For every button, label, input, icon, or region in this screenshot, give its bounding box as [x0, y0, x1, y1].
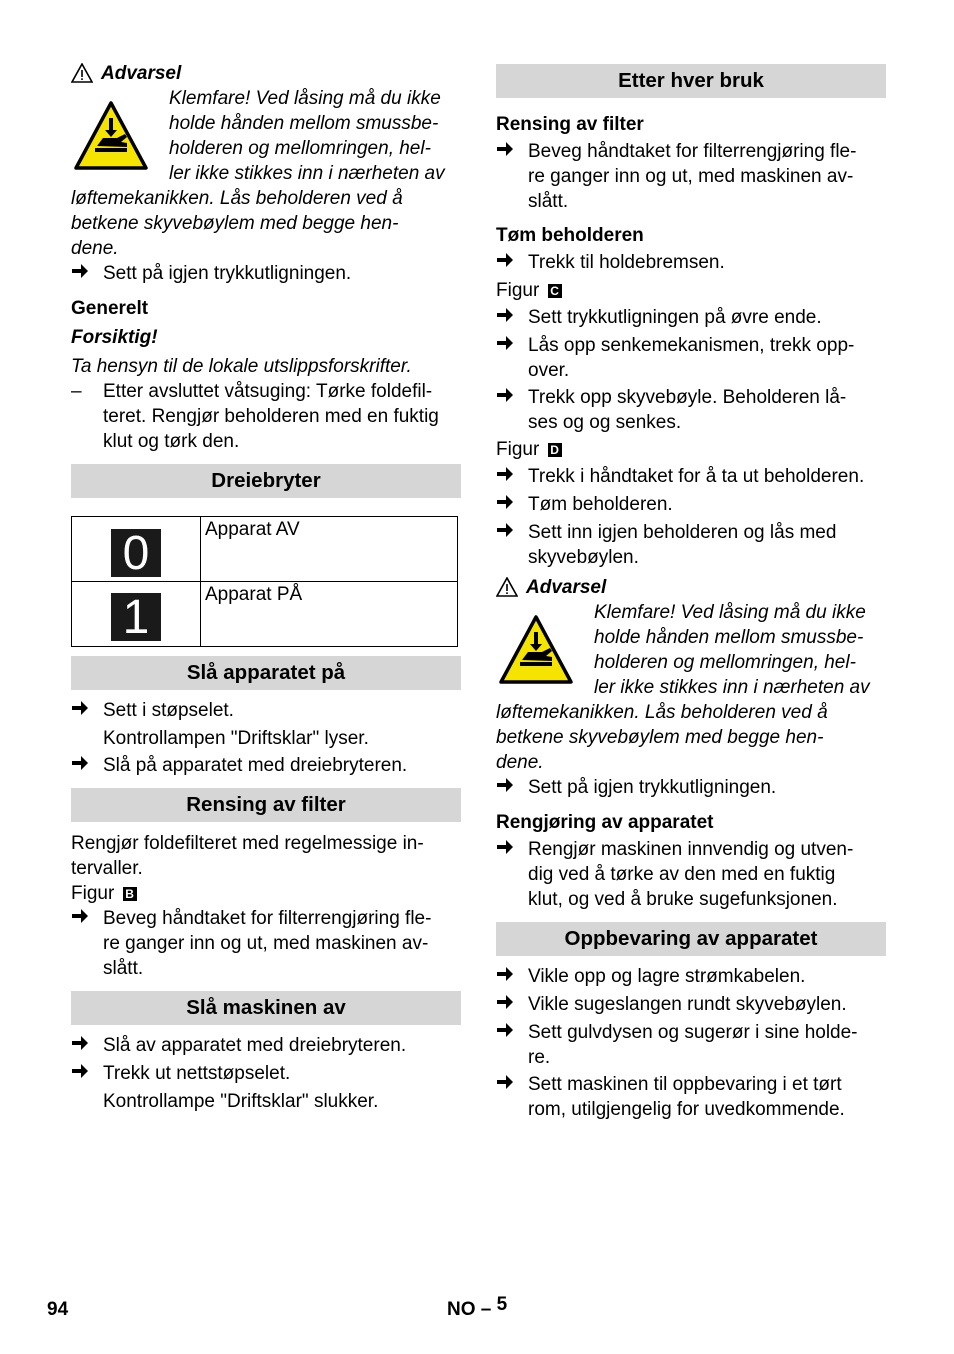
figure-reference: [496, 278, 886, 303]
figure-word: Figur: [496, 439, 540, 460]
warning-line: Klemfare! Ved låsing må du ikke: [169, 88, 441, 109]
step-item: [71, 1033, 461, 1059]
arrow-right-icon: [496, 305, 528, 331]
step-text: Sett på igjen trykkutligningen.: [528, 777, 777, 798]
step-item: [71, 1061, 461, 1087]
step-item: [496, 1072, 886, 1122]
step-line: slått.: [528, 191, 569, 212]
step-item: [496, 992, 886, 1018]
crush-hazard-hand-icon: [73, 100, 149, 172]
dash-item: [71, 379, 461, 454]
subheading-filter: Rensing av filter: [496, 114, 644, 135]
crush-hazard-hand-icon: [498, 614, 574, 686]
switch-off-icon: 0: [111, 529, 161, 577]
language-code: NO: [447, 1299, 476, 1320]
warning-title: Advarsel: [101, 62, 182, 84]
figure-word: Figur: [496, 280, 540, 301]
step-item: [496, 385, 886, 435]
step-line: rom, utilgjengelig for uvedkommende.: [528, 1099, 845, 1120]
dash-line: klut og tørk den.: [103, 431, 240, 452]
step-item: [71, 698, 461, 724]
step-item: [496, 305, 886, 331]
figure-letter: B: [123, 887, 137, 901]
right-column: [496, 64, 886, 1122]
arrow-right-icon: [496, 992, 528, 1018]
warning-line: ler ikke stikkes inn i nærheten av: [169, 163, 445, 184]
warning-line: holde hånden mellom smussbe-: [594, 627, 864, 648]
arrow-right-icon: [496, 964, 528, 990]
step-text: Vikle opp og lagre strømkabelen.: [528, 966, 806, 987]
figure-letter: C: [548, 284, 562, 298]
switch-label-cell: Apparat AV: [201, 517, 458, 582]
switch-symbol-cell: [72, 582, 201, 647]
step-item: [496, 492, 886, 518]
step-line: Beveg håndtaket for filterrengjøring fle-: [103, 908, 432, 929]
arrow-right-icon: [496, 837, 528, 912]
warning-line: løftemekanikken. Lås beholderen ved å: [496, 702, 828, 723]
step-note: Kontrollampen "Driftsklar" lyser.: [103, 728, 369, 749]
arrow-right-icon: [71, 1061, 103, 1087]
step-text: Sett i støpselet.: [103, 700, 234, 721]
step-line: Rengjør maskinen innvendig og utven-: [528, 839, 854, 860]
warning-body: [71, 86, 461, 186]
page-number: 94: [47, 1299, 69, 1320]
step-item: [71, 906, 461, 981]
figure-letter: D: [548, 443, 562, 457]
section-filter-cleaning: Rensing av filter: [71, 788, 461, 822]
warning-line: betkene skyvebøylem med begge hen-: [71, 213, 399, 234]
step-text: Trekk til holdebremsen.: [528, 252, 725, 273]
table-row: [72, 517, 458, 582]
step-text: Tøm beholderen.: [528, 494, 673, 515]
step-item: [496, 464, 886, 490]
body-line: Rengjør foldefilteret med regelmessige in-: [71, 833, 424, 854]
arrow-right-icon: [496, 1020, 528, 1070]
switch-symbol-cell: [72, 517, 201, 582]
subheading-device-cleaning: Rengjøring av apparatet: [496, 812, 714, 833]
step-line: re ganger inn og ut, med maskinen av-: [103, 933, 429, 954]
arrow-right-icon: [496, 139, 528, 214]
arrow-right-icon: [71, 906, 103, 981]
step-line: dig ved å tørke av den med en fuktig: [528, 864, 836, 885]
dash-line: Etter avsluttet våtsuging: Tørke foldefil-: [103, 381, 433, 402]
step-line: Sett inn igjen beholderen og lås med: [528, 522, 837, 543]
warning-text-continued: [71, 186, 461, 261]
arrow-right-icon: [71, 753, 103, 779]
step-line: Beveg håndtaket for filterrengjøring fle-: [528, 141, 857, 162]
warning-line: dene.: [496, 752, 544, 773]
step-line: Trekk opp skyvebøyle. Beholderen lå-: [528, 387, 847, 408]
switch-on-icon: 1: [111, 593, 161, 641]
step-item: [496, 964, 886, 990]
step-item: [496, 837, 886, 912]
body-line: tervaller.: [71, 858, 143, 879]
step-line: re ganger inn og ut, med maskinen av-: [528, 166, 854, 187]
table-row: [72, 582, 458, 647]
figure-word: Figur: [71, 883, 115, 904]
subheading-general: Generelt: [71, 298, 149, 319]
arrow-right-icon: [496, 385, 528, 435]
warning-line: Klemfare! Ved låsing må du ikke: [594, 602, 866, 623]
arrow-right-icon: [71, 1033, 103, 1059]
footer-separator: –: [480, 1299, 492, 1320]
step-text: Slå av apparatet med dreiebryteren.: [103, 1035, 407, 1056]
arrow-right-icon: [496, 492, 528, 518]
warning-line: dene.: [71, 238, 119, 259]
step-note: Kontrollampe "Driftsklar" slukker.: [103, 1091, 379, 1112]
step-line: Sett maskinen til oppbevaring i et tørt: [528, 1074, 842, 1095]
section-switch-off: Slå maskinen av: [71, 991, 461, 1025]
dash-mark: –: [71, 381, 82, 402]
step-line: Lås opp senkemekanismen, trekk opp-: [528, 335, 855, 356]
step-item: [496, 775, 886, 801]
step-item: [496, 250, 886, 276]
step-item: [71, 261, 461, 287]
left-column: [71, 60, 461, 1114]
warning-triangle-icon: [496, 577, 518, 597]
step-item: [496, 520, 886, 570]
warning-heading: [496, 574, 886, 600]
warning-line: ler ikke stikkes inn i nærheten av: [594, 677, 870, 698]
warning-title: Advarsel: [526, 576, 607, 598]
arrow-right-icon: [496, 333, 528, 383]
warning-line: betkene skyvebøylem med begge hen-: [496, 727, 824, 748]
step-line: skyvebøylen.: [528, 547, 639, 568]
step-line: Sett gulvdysen og sugerør i sine holde-: [528, 1022, 858, 1043]
dash-line: teret. Rengjør beholderen med en fuktig: [103, 406, 439, 427]
section-number: 5: [496, 1294, 508, 1315]
warning-line: holde hånden mellom smussbe-: [169, 113, 439, 134]
switch-label-cell: Apparat PÅ: [201, 582, 458, 647]
warning-body: [496, 600, 886, 700]
step-line: re.: [528, 1047, 551, 1068]
warning-heading: [71, 60, 461, 86]
step-line: over.: [528, 360, 570, 381]
section-after-use: Etter hver bruk: [496, 64, 886, 98]
step-item: [71, 753, 461, 779]
step-text: Trekk i håndtaket for å ta ut beholderen.: [528, 466, 865, 487]
caution-label: Forsiktig!: [71, 327, 158, 348]
step-line: ses og og senkes.: [528, 412, 682, 433]
switch-table: [71, 516, 458, 647]
step-text: Trekk ut nettstøpselet.: [103, 1063, 291, 1084]
step-item: [496, 333, 886, 383]
footer-section-label: [447, 1294, 508, 1322]
arrow-right-icon: [496, 520, 528, 570]
warning-line: løftemekanikken. Lås beholderen ved å: [71, 188, 403, 209]
figure-reference: [496, 437, 886, 462]
caution-text: Ta hensyn til de lokale utslippsforskrifter.: [71, 356, 412, 377]
arrow-right-icon: [496, 250, 528, 276]
step-item: [496, 139, 886, 214]
step-text: Sett trykkutligningen på øvre ende.: [528, 307, 822, 328]
warning-triangle-icon: [71, 63, 93, 83]
arrow-right-icon: [71, 698, 103, 724]
step-line: klut, og ved å bruke sugefunksjonen.: [528, 889, 838, 910]
step-item: [496, 1020, 886, 1070]
arrow-right-icon: [496, 775, 528, 801]
step-text: Slå på apparatet med dreiebryteren.: [103, 755, 408, 776]
section-switch-on: Slå apparatet på: [71, 656, 461, 690]
arrow-right-icon: [496, 1072, 528, 1122]
figure-reference: [71, 881, 461, 906]
warning-line: holderen og mellomringen, hel-: [594, 652, 856, 673]
warning-line: holderen og mellomringen, hel-: [169, 138, 431, 159]
arrow-right-icon: [496, 464, 528, 490]
step-text: Vikle sugeslangen rundt skyvebøylen.: [528, 994, 847, 1015]
arrow-right-icon: [71, 261, 103, 287]
subheading-empty: Tøm beholderen: [496, 225, 644, 246]
step-text: Sett på igjen trykkutligningen.: [103, 263, 352, 284]
warning-text-continued: [496, 700, 886, 775]
section-rotary-switch: Dreiebryter: [71, 464, 461, 498]
step-line: slått.: [103, 958, 144, 979]
section-storage: Oppbevaring av apparatet: [496, 922, 886, 956]
